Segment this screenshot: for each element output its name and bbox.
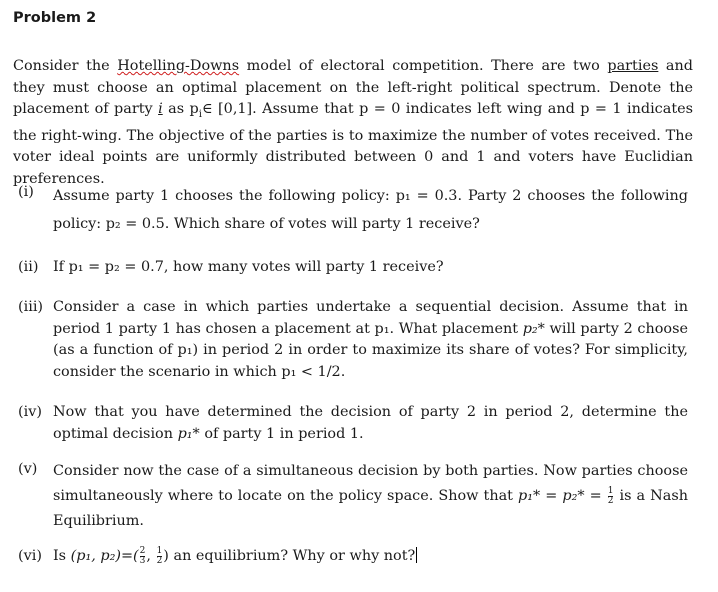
p1-star-symbol: p₁* — [177, 425, 200, 442]
question-number: (v) — [18, 461, 38, 477]
problem-title: Problem 2 — [13, 10, 97, 26]
question-text: Now that you have determined the decision of party 2 in period 2, determine the optimal decision p₁* of party 1 in period 1. — [53, 404, 688, 442]
pair-expression: (p₁, p₂)=( — [70, 548, 139, 564]
question-number: (ii) — [18, 259, 39, 275]
question-number: (iii) — [18, 299, 44, 315]
two-thirds-fraction: $\frac{2}{3}$ — [139, 545, 146, 566]
one-half-fraction: $\frac{1}{2}$ — [156, 545, 163, 566]
question-text: Consider now the case of a simultaneous decision by both parties. Now parties choose simultaneously where to locate on the policy space. Show that p₁* = p₂* = $\frac{1}{2}$ is a Nash Equilibrium. — [53, 463, 688, 529]
question-text: Assume party 1 chooses the following policy: p₁ = 0.3. Party 2 chooses the following policy: p₂ = 0.5. Which share of votes will party 1 receive? — [53, 188, 688, 232]
hotelling-downs-term: Hotelling-Downs — [117, 58, 240, 74]
text-cursor — [416, 547, 417, 563]
p2-star-symbol: p₂* — [522, 320, 545, 337]
problem-intro: Consider the Hotelling-Downs model of electoral competition. There are two parties and they must choose an optimal placement on the left-right political spectrum. Denote the placement of party i as $p_i\in$ [0,1]. Assume that p = 0 indicates left wing and p = 1 indicates the right-wing. The objective of the parties is to maximize the number of votes received. The voter ideal points are uniformly distributed between 0 and 1 and voters have Euclidian preferences. — [13, 58, 693, 187]
one-half-fraction: $\frac{1}{2}$ — [607, 485, 614, 506]
question-number: (vi) — [18, 548, 42, 564]
question-number: (iv) — [18, 404, 42, 420]
parties-term: parties — [607, 58, 659, 74]
nash-equation: p₁* = p₂* = — [518, 488, 607, 504]
question-text: Consider a case in which parties undertake a sequential decision. Assume that in period 1 party 1 has chosen a placement at p₁. What placement p₂* will party 2 choose (as a function of p₁) in period 2 in order to maximize its share of votes? For simplicity, consider the scenario in which p₁ < 1/2. — [53, 299, 688, 380]
question-text: Is (p₁, p₂)=( $\frac{2}{3}$ , $\frac{1}{2}$ ) an equilibrium? Why or why not? — [53, 545, 416, 566]
question-number: (i) — [18, 184, 34, 200]
question-text: If p₁ = p₂ = 0.7, how many votes will party 1 receive? — [53, 259, 444, 275]
